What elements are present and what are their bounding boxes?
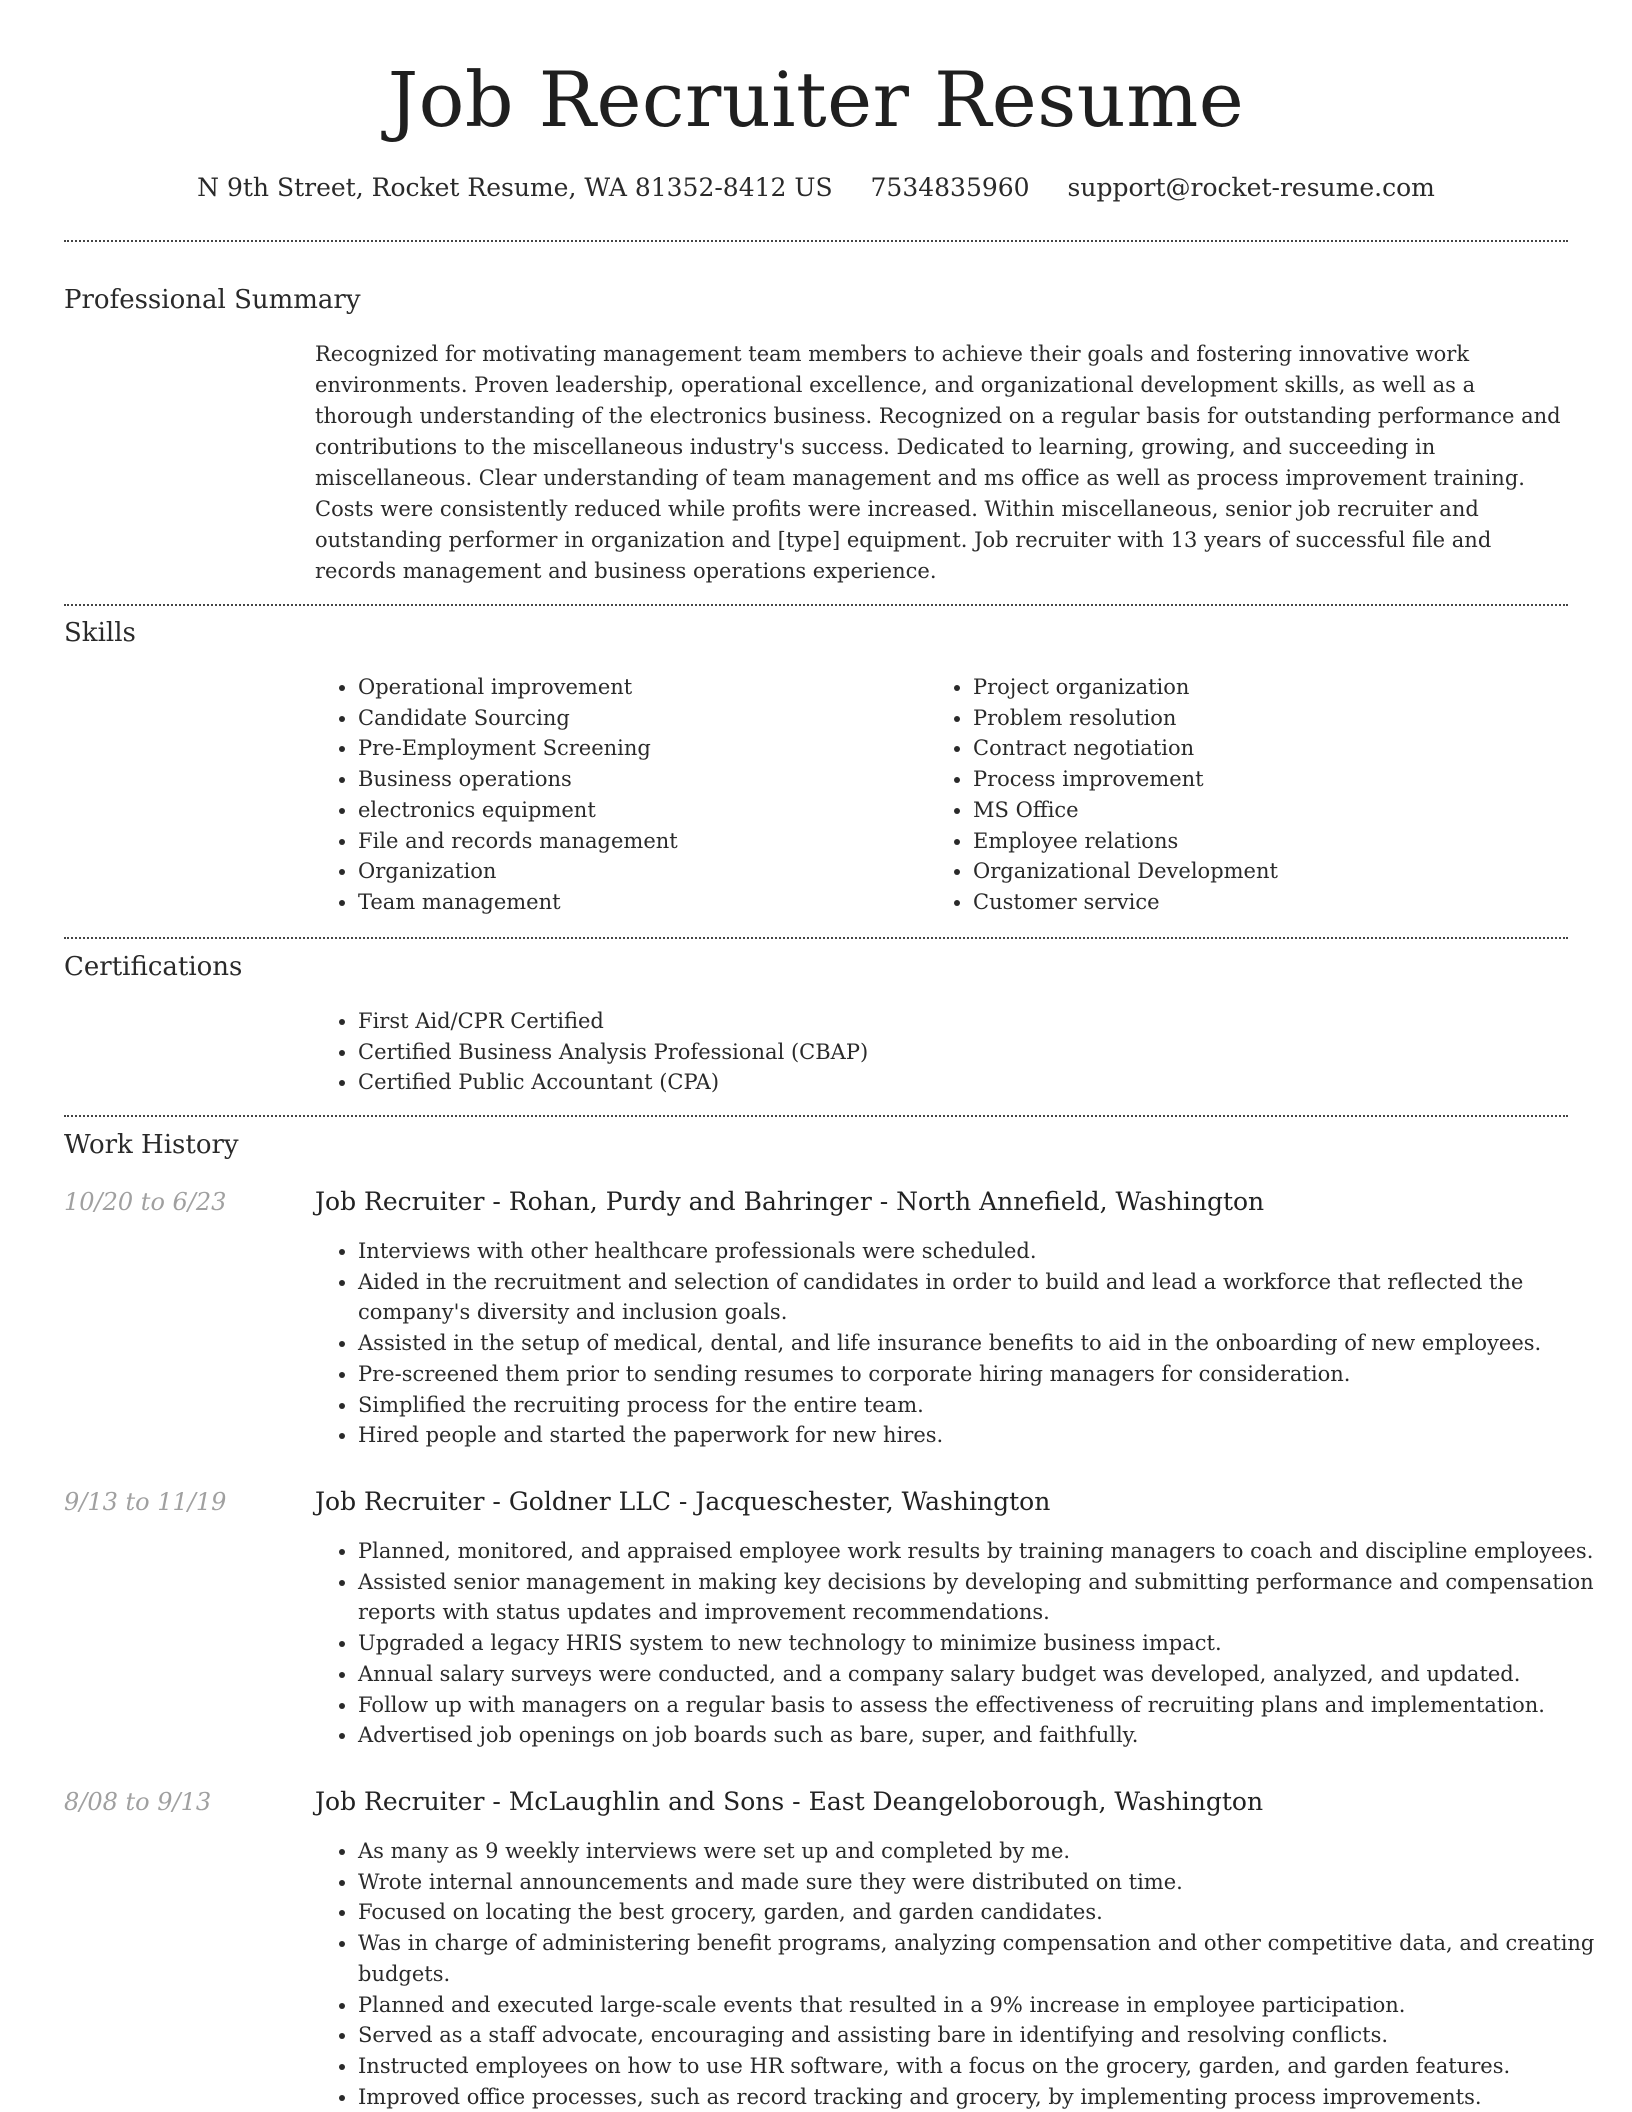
skill-item: • Organization (358, 856, 918, 887)
section-heading-summary: Professional Summary (64, 285, 361, 315)
job-bullet: • Upgraded a legacy HRIS system to new technology to minimize business impact. (358, 1628, 1608, 1659)
skills-list-left (314, 672, 918, 918)
certification-item: • Certified Business Analysis Professional (CBAP) (358, 1037, 1558, 1068)
certifications-list (314, 1006, 1558, 1098)
job-bullet: • Focused on locating the best grocery, garden, and garden candidates. (358, 1897, 1608, 1928)
certification-item: • First Aid/CPR Certified (358, 1006, 1558, 1037)
job-bullet: • Interviews with other healthcare professionals were scheduled. (358, 1236, 1578, 1267)
job-bullet: • Follow up with managers on a regular basis to assess the effectiveness of recruiting plans and implementation. (358, 1690, 1608, 1721)
skill-item: • Operational improvement (358, 672, 918, 703)
job-title: Job Recruiter - McLaughlin and Sons - East Deangeloborough, Washington (315, 1787, 1264, 1816)
skill-item: • File and records management (358, 826, 918, 857)
summary-text: Recognized for motivating management team members to achieve their goals and fostering innovative work environments. Proven leadership, operational excellence, and organizational development skills, as well as a thorough understanding of the electronics business. Recognized on a regular basis for outstanding performance and contributions to the miscellaneous industry's success. Dedicated to learning, growing, and succeeding in miscellaneous. Clear understanding of team management and ms office as well as process improvement training. Costs were consistently reduced while profits were increased. Within miscellaneous, senior job recruiter and outstanding performer in organization and [type] equipment. Job recruiter with 13 years of successful file and records management and business operations experience. (315, 342, 1561, 583)
skill-item: • Pre-Employment Screening (358, 733, 918, 764)
job-bullet: • Wrote internal announcements and made sure they were distributed on time. (358, 1867, 1608, 1898)
section-heading-certifications: Certifications (64, 952, 243, 982)
job-bullet: • Served as a staff advocate, encouraging and assisting bare in identifying and resolving conflicts. (358, 2020, 1608, 2051)
job-dates: 9/13 to 11/19 (64, 1488, 227, 1516)
job-dates: 8/08 to 9/13 (64, 1788, 212, 1816)
job-bullet: • Pre-screened them prior to sending resumes to corporate hiring managers for consideration. (358, 1359, 1578, 1390)
job-bullet: • Improved office processes, such as record tracking and grocery, by implementing process improvements. (358, 2082, 1608, 2112)
skill-item: • Candidate Sourcing (358, 703, 918, 734)
job-bullet: • Planned, monitored, and appraised employee work results by training managers to coach and discipline employees. (358, 1536, 1608, 1567)
skill-item: • Business operations (358, 764, 918, 795)
job-bullet: • Assisted in the setup of medical, dental, and life insurance benefits to aid in the onboarding of new employees. (358, 1328, 1578, 1359)
section-heading-skills: Skills (64, 618, 136, 648)
job-bullet: • Hired people and started the paperwork for new hires. (358, 1420, 1578, 1451)
skills-list-right (929, 672, 1533, 918)
job-bullet: • Aided in the recruitment and selection of candidates in order to build and lead a workforce that reflected the company's diversity and inclusion goals. (358, 1267, 1578, 1328)
skill-item: • electronics equipment (358, 795, 918, 826)
skill-item: • Organizational Development (973, 856, 1533, 887)
skill-item: • Contract negotiation (973, 733, 1533, 764)
skill-item: • MS Office (973, 795, 1533, 826)
job-bullets (314, 1236, 1578, 1451)
job-bullet: • Simplified the recruiting process for the entire team. (358, 1390, 1578, 1421)
skill-item: • Customer service (973, 887, 1533, 918)
contact-address: N 9th Street, Rocket Resume, WA 81352-8412 US (197, 173, 833, 202)
section-heading-work-history: Work History (64, 1130, 239, 1160)
job-bullet: • Advertised job openings on job boards such as bare, super, and faithfully. (358, 1720, 1608, 1751)
job-title: Job Recruiter - Rohan, Purdy and Bahringer - North Annefield, Washington (315, 1187, 1265, 1216)
divider (64, 937, 1568, 939)
contact-line (0, 170, 1632, 206)
skill-item: • Process improvement (973, 764, 1533, 795)
job-bullet: • Assisted senior management in making key decisions by developing and submitting performance and compensation reports with status updates and improvement recommendations. (358, 1567, 1608, 1628)
contact-phone: 7534835960 (870, 173, 1030, 202)
job-bullets (314, 1536, 1608, 1751)
job-title: Job Recruiter - Goldner LLC - Jacqueschester, Washington (315, 1487, 1051, 1516)
certification-item: • Certified Public Accountant (CPA) (358, 1067, 1558, 1098)
divider (64, 1115, 1568, 1117)
skill-item: • Employee relations (973, 826, 1533, 857)
contact-email[interactable]: support@rocket-resume.com (1067, 173, 1435, 202)
skill-item: • Team management (358, 887, 918, 918)
job-bullet: • As many as 9 weekly interviews were set up and completed by me. (358, 1836, 1608, 1867)
divider (64, 240, 1568, 242)
job-bullet: • Was in charge of administering benefit programs, analyzing compensation and other competitive data, and creating budgets. (358, 1928, 1608, 1989)
job-dates: 10/20 to 6/23 (64, 1188, 227, 1216)
job-bullet: • Annual salary surveys were conducted, and a company salary budget was developed, analyzed, and updated. (358, 1659, 1608, 1690)
resume-title: Job Recruiter Resume (387, 55, 1245, 144)
skill-item: • Project organization (973, 672, 1533, 703)
job-bullets (314, 1836, 1608, 2112)
job-bullet: • Planned and executed large-scale events that resulted in a 9% increase in employee participation. (358, 1990, 1608, 2021)
divider (64, 604, 1568, 606)
job-bullet: • Instructed employees on how to use HR software, with a focus on the grocery, garden, and garden features. (358, 2051, 1608, 2082)
skill-item: • Problem resolution (973, 703, 1533, 734)
